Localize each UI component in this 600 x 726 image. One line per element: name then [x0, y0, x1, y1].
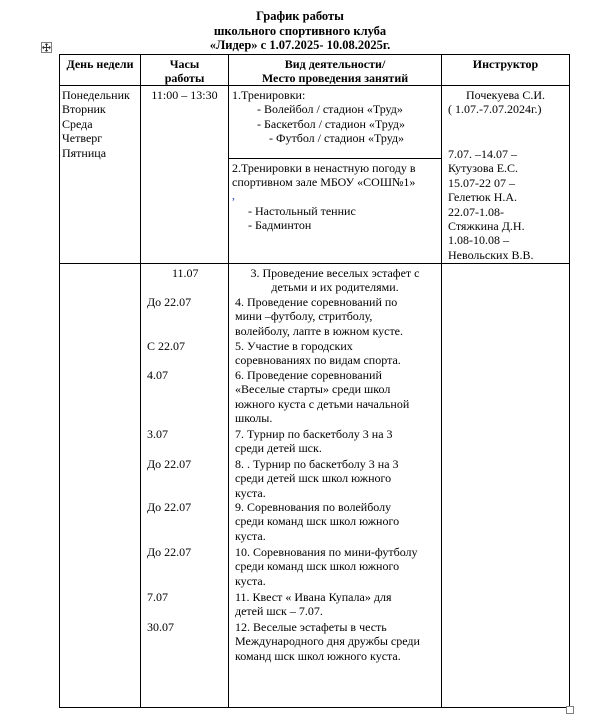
bad-weather-line-1: 2.Тренировки в ненастную погоду в	[232, 161, 416, 175]
event-description	[235, 427, 440, 456]
days-list	[62, 88, 139, 160]
header-hours-line-1: Часы	[169, 57, 200, 71]
instructor-line: 15.07-22 07 –	[448, 175, 515, 190]
header-activity	[229, 57, 441, 86]
event-line: Международного дня дружбы среди	[235, 634, 420, 649]
instructor-schedule	[448, 147, 569, 262]
event-line: детьми и их родителями.	[271, 280, 399, 295]
training-item: - Футбол / стадион «Труд»	[269, 131, 405, 146]
event-line: 5. Участие в городских	[235, 339, 353, 353]
event-line: куста.	[235, 528, 266, 543]
title-line-3: «Лидер» с 1.07.2025- 10.08.2025г.	[209, 38, 391, 52]
day-item: Вторник	[62, 102, 106, 117]
event-date: 30.07	[147, 620, 174, 634]
event-date: До 22.07	[147, 295, 192, 309]
hours-value: 11:00 – 13:30	[151, 88, 218, 102]
event-description	[235, 339, 440, 368]
event-line: 3. Проведение веселых эстафет с	[250, 266, 420, 280]
event-line: среди команд шск школ южного	[235, 514, 400, 529]
day-item: Пятница	[62, 145, 107, 160]
header-hours-line-2: работы	[164, 71, 205, 86]
instructor-first-dates: ( 1.07.-7.07.2024г.)	[448, 102, 542, 116]
event-line: южного куста с детьми начальной	[235, 396, 410, 411]
event-line: 4. Проведение соревнований по	[235, 295, 398, 309]
event-line: школы.	[235, 411, 273, 426]
event-line: 11. Квест « Ивана Купала» для	[235, 590, 392, 604]
bad-weather-item: - Настольный теннис	[248, 203, 356, 218]
event-line: куста.	[235, 573, 266, 588]
event-line: 8. . Турнир по баскетболу 3 на 3	[235, 457, 399, 471]
training-item: - Волейбол / стадион «Труд»	[257, 102, 403, 117]
event-description	[229, 266, 441, 295]
bad-weather-mark: ,	[232, 187, 235, 202]
event-date: До 22.07	[147, 500, 192, 514]
header-activity-line-2: Место проведения занятий	[261, 71, 409, 86]
event-date: 11.07	[172, 266, 199, 280]
event-date: 4.07	[147, 368, 168, 382]
bad-weather-block	[232, 161, 440, 233]
instructor-line: Невольских В.В.	[448, 247, 534, 262]
event-date: 3.07	[147, 427, 168, 441]
instructor-line: 22.07-1.08-	[448, 204, 504, 219]
instructor-line: Кутузова Е.С.	[448, 161, 519, 176]
event-description	[235, 545, 440, 588]
training-heading: 1.Тренировки:	[232, 88, 306, 102]
event-description	[235, 295, 440, 338]
training-block	[232, 88, 440, 146]
event-line: «Веселые старты» среди школ	[235, 382, 391, 397]
day-item: Среда	[62, 116, 93, 131]
event-line: 6. Проведение соревнований	[235, 368, 382, 382]
event-line: детей шск – 7.07.	[235, 604, 323, 619]
event-line: среди детей шск.	[235, 441, 322, 456]
event-date: С 22.07	[147, 339, 186, 353]
bad-weather-item: - Бадминтон	[248, 218, 312, 233]
event-line: соревнованиях по видам спорта.	[235, 353, 401, 368]
header-day: День недели	[66, 57, 134, 71]
event-line: команд шск школ южного куста.	[235, 648, 401, 663]
instructor-line: 7.07. –14.07 –	[448, 147, 517, 161]
instructor-line: 1.08-10.08 –	[448, 233, 509, 248]
event-line: волейболу, лапте в южном кусте.	[235, 323, 404, 338]
header-hours	[141, 57, 228, 86]
event-date: До 22.07	[147, 545, 192, 559]
instructor-line: Стяжкина Д.Н.	[448, 219, 525, 234]
event-line: мини –футболу, стритболу,	[235, 309, 373, 324]
event-line: куста.	[235, 485, 266, 500]
event-date: 7.07	[147, 590, 168, 604]
header-activity-line-1: Вид деятельности/	[284, 57, 386, 71]
event-description	[235, 620, 440, 663]
event-line: среди детей шск школ южного	[235, 471, 392, 486]
event-line: 9. Соревнования по волейболу	[235, 500, 392, 514]
event-description	[235, 368, 440, 426]
bad-weather-line-2-text: спортивном зале МБОУ «СОШ№1»	[232, 175, 416, 190]
training-item: - Баскетбол / стадион «Труд»	[257, 116, 405, 131]
event-line: 7. Турнир по баскетболу 3 на 3	[235, 427, 393, 441]
header-instructor: Инструктор	[472, 57, 539, 71]
event-description	[235, 590, 440, 619]
event-line: 10. Соревнования по мини-футболу	[235, 545, 418, 559]
event-line: 12. Веселые эстафеты в честь	[235, 620, 387, 634]
move-arrows-icon	[42, 43, 51, 52]
table-move-handle[interactable]	[41, 42, 52, 53]
event-description	[235, 457, 440, 500]
instructor-line: Гелетюк Н.А.	[448, 190, 518, 205]
event-line: среди команд шск школ южного	[235, 559, 400, 574]
title-line-2: школьного спортивного клуба	[213, 23, 387, 38]
day-item: Четверг	[62, 131, 103, 146]
bad-weather-line-2	[232, 175, 440, 189]
table-resize-handle[interactable]	[566, 706, 574, 714]
title-line-1: График работы	[256, 9, 344, 23]
day-item: Понедельник	[62, 88, 130, 102]
event-description	[235, 500, 440, 543]
event-date: До 22.07	[147, 457, 192, 471]
document-title	[0, 9, 600, 53]
instructor-first-name: Почекуева С.И.	[465, 88, 546, 102]
